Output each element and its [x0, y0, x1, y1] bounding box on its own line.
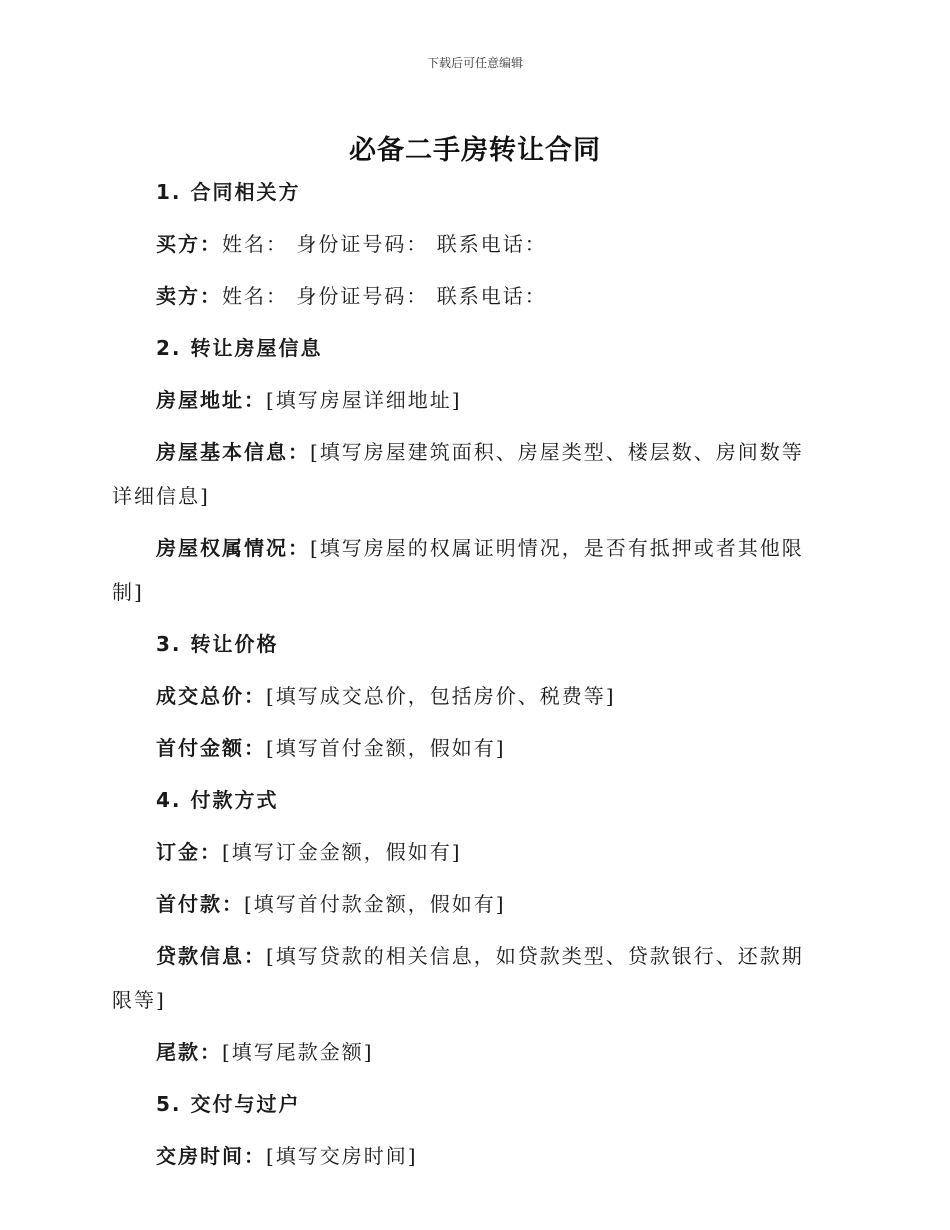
buyer-line: [112, 222, 824, 266]
price-total-value: [填写成交总价，包括房价、税费等]: [266, 684, 616, 708]
seller-fields: 姓名： 身份证号码： 联系电话：: [222, 284, 547, 308]
section-heading-house: 2. 转让房屋信息: [156, 336, 323, 360]
delivery-time-label: 交房时间：: [156, 1144, 266, 1168]
payment-deposit-value: [填写订金金额，假如有]: [222, 840, 462, 864]
house-ownership-label: 房屋权属情况：: [156, 536, 310, 560]
house-basic-label: 房屋基本信息：: [156, 440, 310, 464]
payment-loan-label: 贷款信息：: [156, 944, 266, 968]
house-address-value: [填写房屋详细地址]: [266, 388, 462, 412]
buyer-label: 买方：: [156, 232, 222, 256]
payment-final-value: [填写尾款金额]: [222, 1040, 374, 1064]
payment-first-value: [填写首付款金额，假如有]: [244, 892, 506, 916]
price-down-line: [112, 726, 824, 770]
house-address-label: 房屋地址：: [156, 388, 266, 412]
payment-loan-value: [填写贷款的相关信息，如贷款类型、贷款银行、还款期限等]: [112, 944, 804, 1012]
payment-loan-line: [112, 934, 824, 1022]
house-basic-line: [112, 430, 824, 518]
section-heading-price: 3. 转让价格: [156, 632, 279, 656]
section-heading-parties: 1. 合同相关方: [156, 180, 301, 204]
house-basic-value: [填写房屋建筑面积、房屋类型、楼层数、房间数等详细信息]: [112, 440, 804, 508]
house-ownership-value: [填写房屋的权属证明情况，是否有抵押或者其他限制]: [112, 536, 804, 604]
house-address-line: [112, 378, 824, 422]
seller-label: 卖方：: [156, 284, 222, 308]
price-total-line: [112, 674, 824, 718]
payment-first-line: [112, 882, 824, 926]
document-body: [112, 170, 824, 1186]
payment-first-label: 首付款：: [156, 892, 244, 916]
delivery-time-line: [112, 1134, 824, 1178]
section-heading-delivery: 5. 交付与过户: [156, 1092, 301, 1116]
seller-line: [112, 274, 824, 318]
delivery-time-value: [填写交房时间]: [266, 1144, 418, 1168]
header-note: 下载后可任意编辑: [426, 56, 523, 70]
section-heading-payment: 4. 付款方式: [156, 788, 279, 812]
price-down-label: 首付金额：: [156, 736, 266, 760]
house-ownership-line: [112, 526, 824, 614]
payment-deposit-label: 订金：: [156, 840, 222, 864]
payment-deposit-line: [112, 830, 824, 874]
buyer-fields: 姓名： 身份证号码： 联系电话：: [222, 232, 547, 256]
payment-final-line: [112, 1030, 824, 1074]
price-down-value: [填写首付金额，假如有]: [266, 736, 506, 760]
price-total-label: 成交总价：: [156, 684, 266, 708]
document-title: 必备二手房转让合同: [349, 135, 601, 166]
payment-final-label: 尾款：: [156, 1040, 222, 1064]
